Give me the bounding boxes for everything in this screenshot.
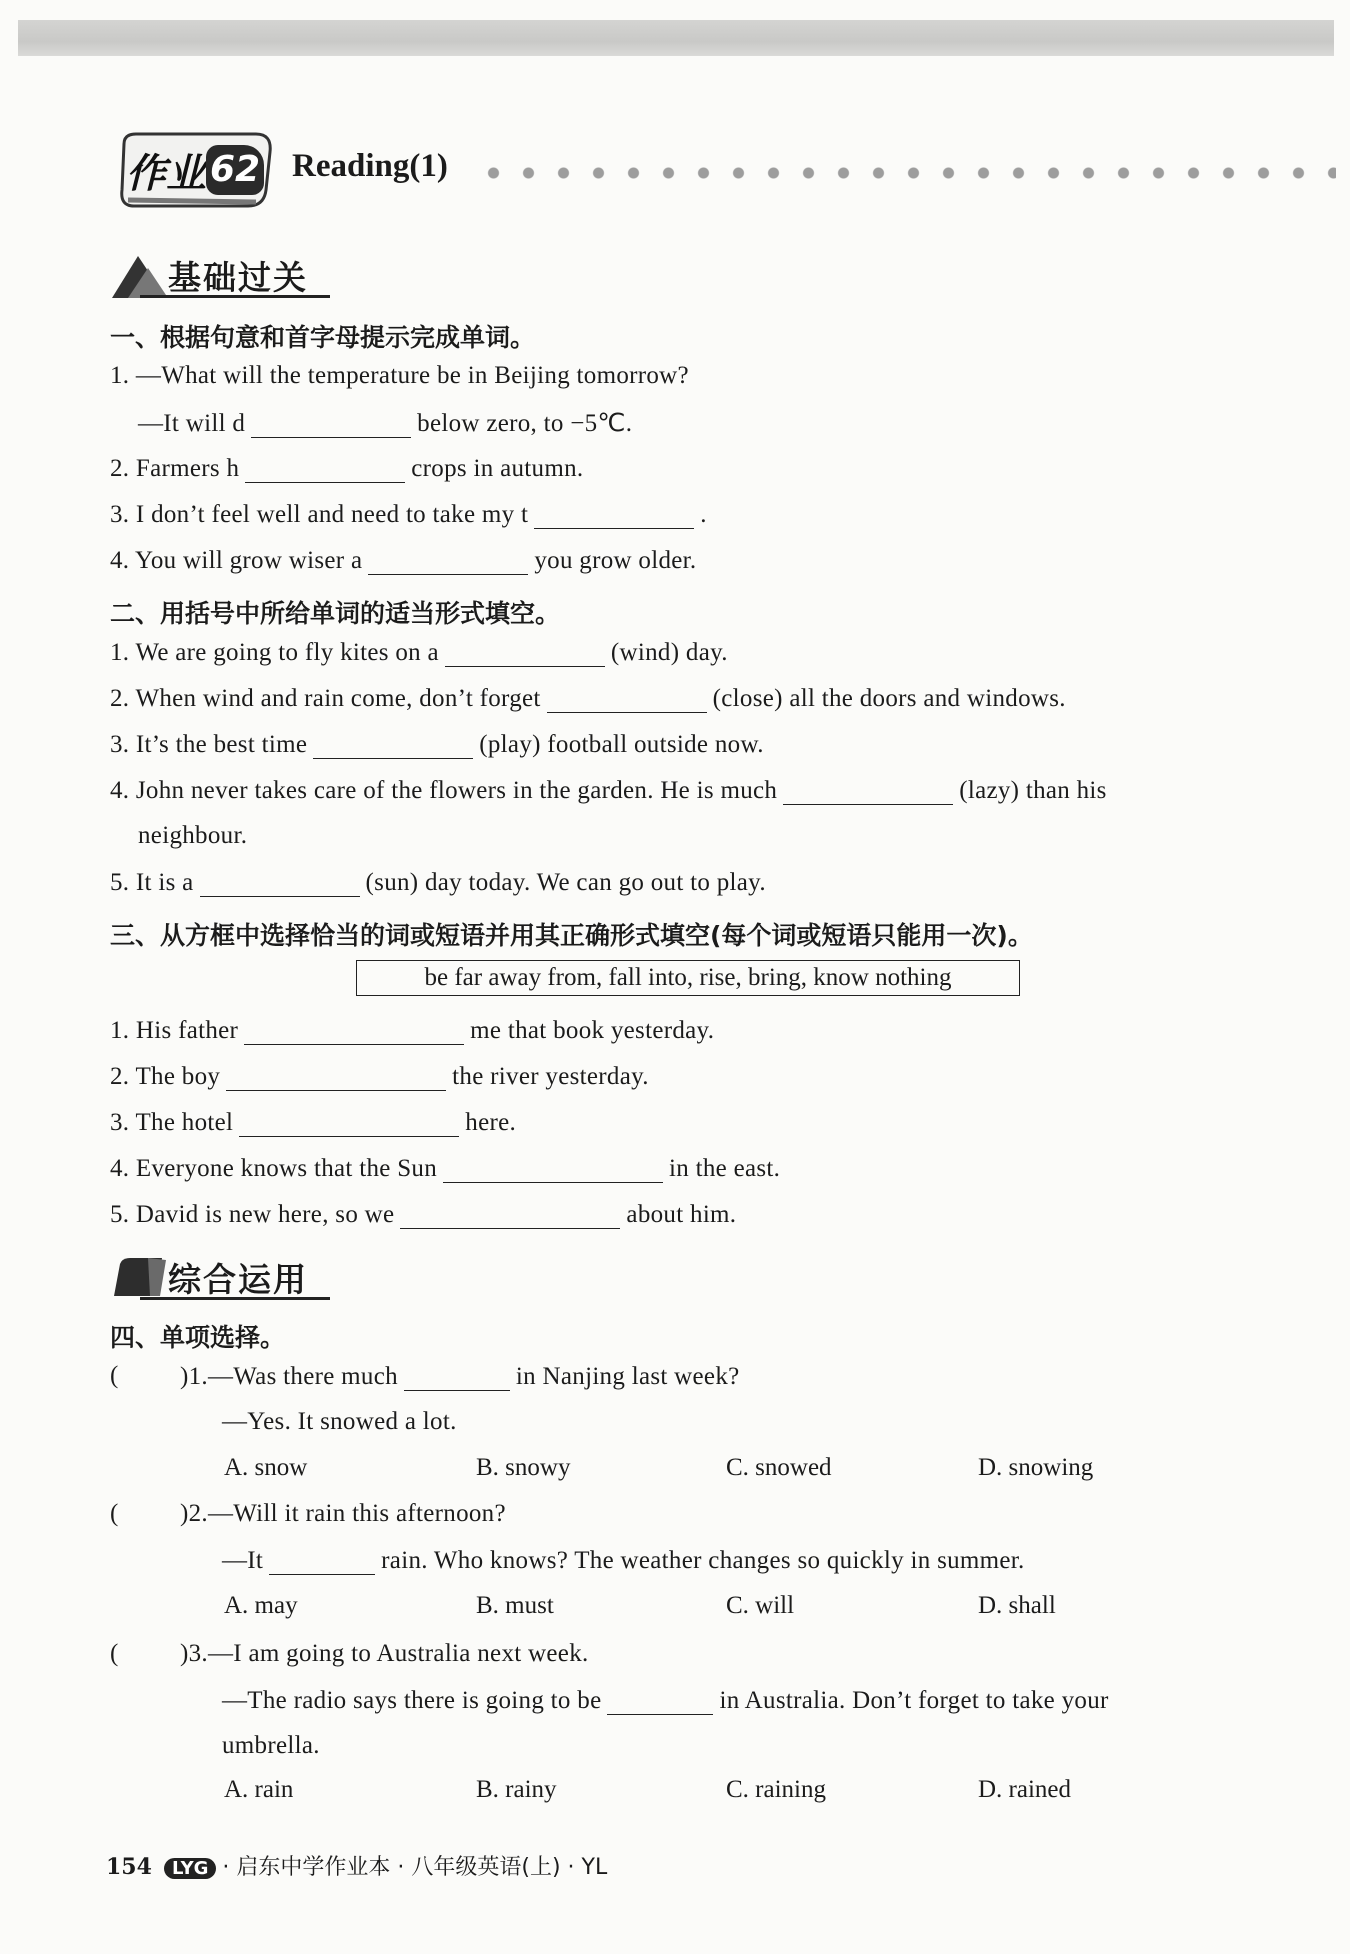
option-c[interactable]: C. raining: [726, 1776, 826, 1803]
q-text: —I am going to Australia next week.: [207, 1640, 589, 1667]
p4-q1-line2: —Yes. It snowed a lot.: [222, 1408, 457, 1435]
option-a[interactable]: A. may: [224, 1592, 298, 1619]
answer-blank[interactable]: [400, 1200, 620, 1229]
p2-q5: [110, 868, 766, 897]
q-text: 4. Everyone knows that the Sun: [110, 1155, 438, 1182]
answer-blank[interactable]: [783, 776, 953, 805]
q-text: 3. The hotel: [110, 1109, 234, 1136]
q-text: —Will it rain this afternoon?: [207, 1500, 506, 1527]
q-text: (lazy) than his: [959, 777, 1107, 804]
p3-q5: [110, 1200, 736, 1229]
publisher-logo: LYG: [164, 1858, 216, 1879]
p2-q4: [110, 776, 1107, 805]
p1-q1-line1: 1. —What will the temperature be in Beijing tomorrow?: [110, 362, 689, 389]
p2-q2: [110, 684, 1066, 713]
option-a[interactable]: A. snow: [224, 1454, 308, 1481]
q-text: in the east.: [669, 1155, 781, 1182]
q-text: crops in autumn.: [411, 455, 584, 482]
answer-blank[interactable]: [251, 409, 411, 438]
word-box: be far away from, fall into, rise, bring, know nothing: [356, 960, 1020, 996]
p2-q1: [110, 638, 728, 667]
p3-q4: [110, 1154, 780, 1183]
q-text: 3. I don’t feel well and need to take my t: [110, 501, 529, 528]
p4-q1-line1: [180, 1362, 740, 1391]
answer-blank: [607, 1686, 713, 1715]
answer-blank: [269, 1546, 375, 1575]
section-title: 基础过关: [168, 258, 308, 297]
q-text: 2. The boy: [110, 1063, 221, 1090]
homework-label: 作业: [126, 151, 206, 197]
q-text: 2. When wind and rain come, don’t forget: [110, 685, 541, 712]
option-d[interactable]: D. rained: [978, 1776, 1072, 1803]
q-text: 4. John never takes care of the flowers in the garden. He is much: [110, 777, 778, 804]
q-text: rain. Who knows? The weather changes so quickly in summer.: [381, 1547, 1025, 1574]
section-underline: [140, 295, 330, 298]
q-text: —The radio says there is going to be: [222, 1687, 602, 1714]
p3-q1: [110, 1016, 714, 1045]
q-text: about him.: [626, 1201, 737, 1228]
option-a[interactable]: A. rain: [224, 1776, 294, 1803]
option-d[interactable]: D. shall: [978, 1592, 1056, 1619]
p4-q2-line1: [180, 1500, 506, 1528]
part3-title: 三、从方框中选择恰当的词或短语并用其正确形式填空(每个词或短语只能用一次)。: [110, 921, 1033, 950]
answer-blank[interactable]: [443, 1154, 663, 1183]
unit-title: Reading(1): [292, 148, 448, 184]
option-d[interactable]: D. snowing: [978, 1454, 1094, 1481]
q-text: 4. You will grow wiser a: [110, 547, 363, 574]
answer-blank[interactable]: [368, 546, 528, 575]
answer-blank[interactable]: [313, 730, 473, 759]
p2-q3: [110, 730, 764, 759]
option-c[interactable]: C. will: [726, 1592, 795, 1619]
dotted-divider: [476, 166, 1336, 180]
q-text: 1. His father: [110, 1017, 239, 1044]
q-text: you grow older.: [534, 547, 697, 574]
answer-blank[interactable]: [239, 1108, 459, 1137]
section-heading-integrated: [110, 1252, 330, 1302]
part2-title: 二、用括号中所给单词的适当形式填空。: [110, 599, 561, 628]
answer-blank: [404, 1362, 510, 1391]
answer-paren[interactable]: (: [110, 1640, 119, 1667]
p2-q4-cont: neighbour.: [138, 822, 248, 849]
answer-blank[interactable]: [547, 684, 707, 713]
q-text: in Nanjing last week?: [515, 1363, 740, 1390]
answer-paren[interactable]: (: [110, 1362, 119, 1389]
option-c[interactable]: C. snowed: [726, 1454, 832, 1481]
p4-q2-line2: [222, 1546, 1025, 1575]
option-b[interactable]: B. snowy: [476, 1454, 571, 1481]
homework-number: 62: [206, 145, 264, 195]
q-text: me that book yesterday.: [470, 1017, 715, 1044]
q-text: 2. Farmers h: [110, 455, 240, 482]
answer-blank[interactable]: [445, 638, 605, 667]
answer-blank[interactable]: [226, 1062, 446, 1091]
q-text: 3. It’s the best time: [110, 731, 308, 758]
answer-blank[interactable]: [200, 868, 360, 897]
q-text: below zero, to −5℃.: [417, 410, 633, 437]
q-number: )3.: [180, 1640, 208, 1667]
q-text: (close) all the doors and windows.: [712, 685, 1066, 712]
answer-blank[interactable]: [244, 1016, 464, 1045]
footer-text: · 启东中学作业本 · 八年级英语(上) · YL: [222, 1855, 608, 1880]
q-number: )2.: [180, 1500, 208, 1527]
p1-q1-line2: [138, 408, 632, 438]
q-text: —Was there much: [207, 1363, 398, 1390]
p3-q3: [110, 1108, 516, 1137]
section-underline: [140, 1297, 330, 1300]
q-text: (wind) day.: [610, 639, 728, 666]
q-text: 1. We are going to fly kites on a: [110, 639, 439, 666]
answer-blank[interactable]: [534, 500, 694, 529]
part4-title: 四、单项选择。: [110, 1323, 286, 1352]
part1-title: 一、根据句意和首字母提示完成单词。: [110, 323, 536, 352]
p3-q2: [110, 1062, 649, 1091]
block-icon: [110, 1252, 170, 1302]
option-b[interactable]: B. must: [476, 1592, 554, 1619]
q-number: )1.: [180, 1363, 208, 1390]
q-text: —It: [222, 1547, 264, 1574]
answer-blank[interactable]: [245, 454, 405, 483]
q-text: in Australia. Don’t forget to take your: [719, 1687, 1109, 1714]
p1-q4: [110, 546, 696, 575]
p4-q3-line2: [222, 1686, 1109, 1715]
q-text: the river yesterday.: [452, 1063, 649, 1090]
q-text: 5. David is new here, so we: [110, 1201, 395, 1228]
section-title: 综合运用: [168, 1260, 308, 1299]
q-text: —It will d: [138, 410, 246, 437]
page-number: 154: [106, 1854, 152, 1880]
p4-q3-line3: umbrella.: [222, 1732, 320, 1759]
q-text: (sun) day today. We can go out to play.: [365, 869, 766, 896]
q-text: (play) football outside now.: [479, 731, 764, 758]
q-text: .: [700, 501, 707, 528]
q-text: here.: [465, 1109, 517, 1136]
p1-q2: [110, 454, 583, 483]
mountain-icon: [110, 250, 170, 300]
section-heading-basic: [110, 250, 330, 300]
p4-q3-line1: [180, 1640, 589, 1668]
option-b[interactable]: B. rainy: [476, 1776, 557, 1803]
q-text: 5. It is a: [110, 869, 194, 896]
page-footer: [106, 1850, 607, 1881]
answer-paren[interactable]: (: [110, 1500, 119, 1527]
p1-q3: [110, 500, 707, 529]
